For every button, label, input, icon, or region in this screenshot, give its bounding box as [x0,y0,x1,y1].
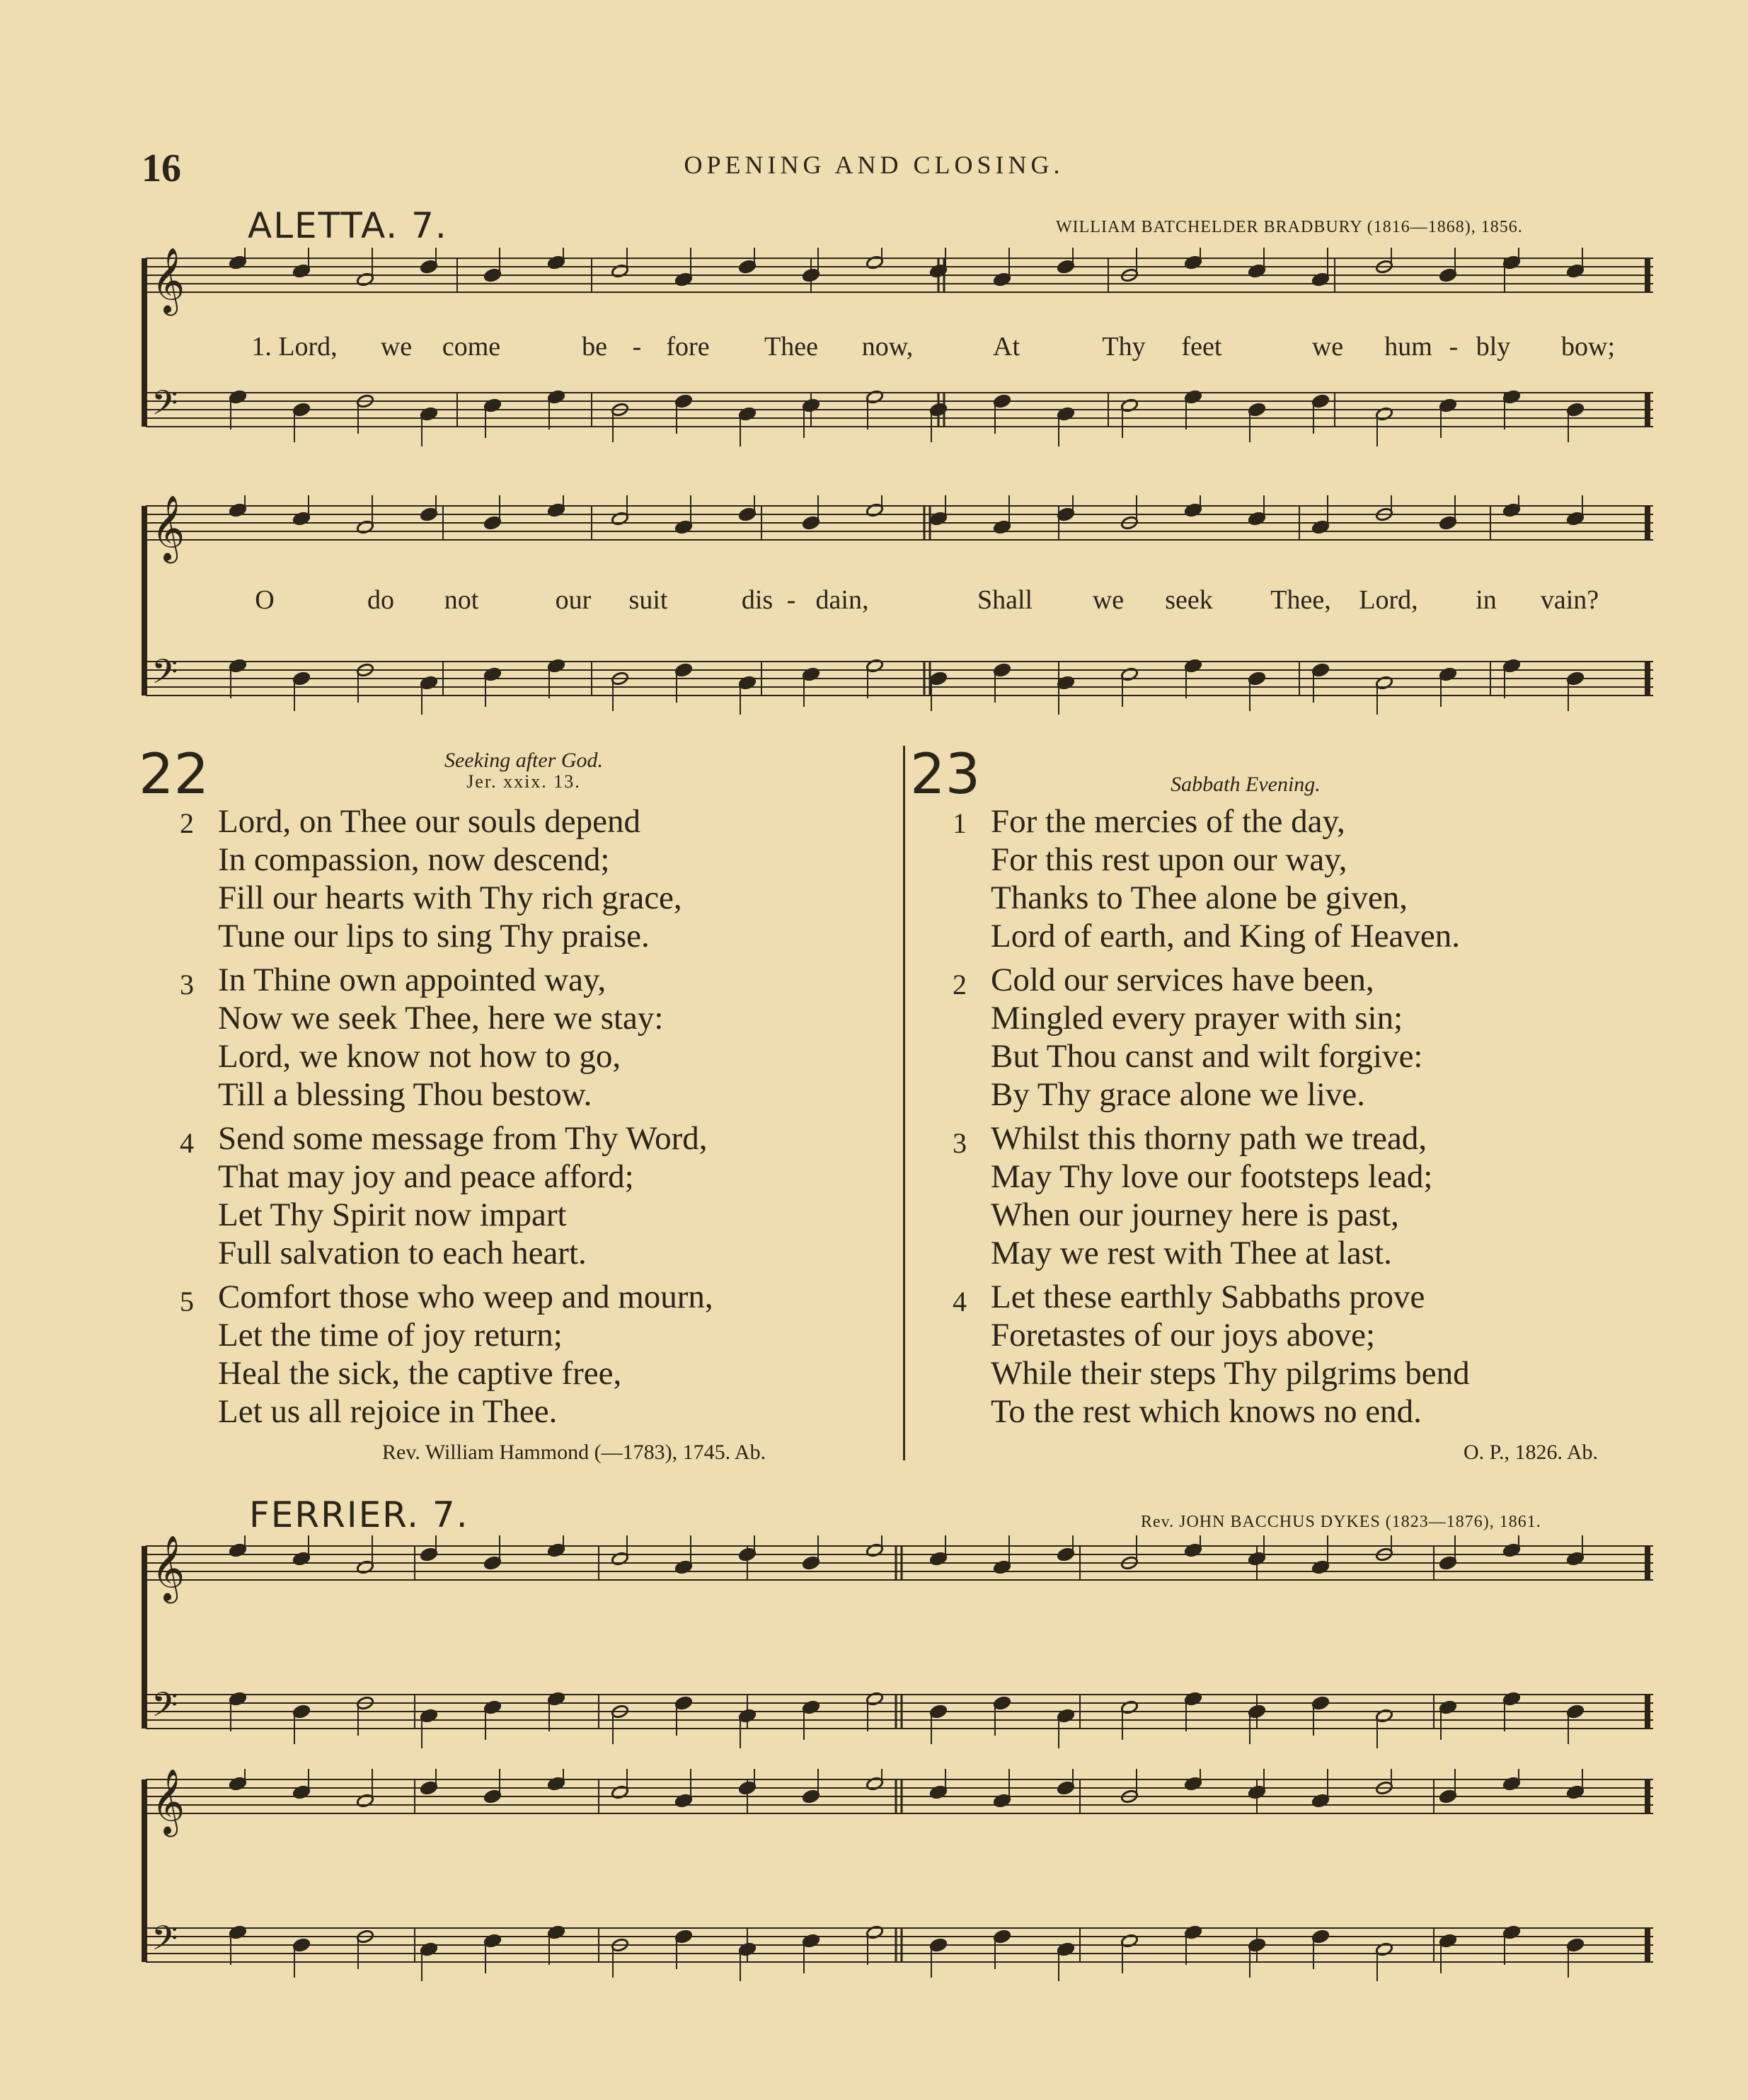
note-head-icon [1502,1925,1520,1940]
note-head-icon [929,1785,947,1800]
stanza-line: In Thine own appointed way, [218,962,606,998]
note-head-icon [611,512,628,526]
note-head-icon [993,1696,1011,1711]
stanza-line: May Thy love our footsteps lead; [991,1158,1433,1195]
note-head-icon [483,1556,501,1571]
lyric-syllable: we [1311,332,1344,362]
stanza-line: While their steps Thy pilgrims bend [991,1355,1470,1392]
stanza-number: 1 [953,807,967,839]
treble-clef-icon: 𝄞 [151,248,185,313]
note-head-icon [356,520,374,535]
stanza-number: 4 [953,1286,967,1317]
note-head-icon [356,1794,374,1808]
stanza-line: Lord, on Thee our souls depend [218,803,640,840]
note-head-icon [292,671,310,686]
lyric-syllable: Thy [1102,332,1146,362]
stanza-line: But Thou canst and wilt forgive: [991,1038,1423,1075]
stanza-line: To the rest which knows no end. [991,1393,1422,1430]
lyric-syllable: dis [741,585,774,615]
note-head-icon [1439,398,1456,413]
lyric-syllable: not [444,585,479,615]
note-head-icon [229,255,246,270]
tune-name-ferrier: FERRIER. 7. [249,1494,469,1535]
stanza-number: 2 [953,969,967,1000]
note-head-icon [993,1794,1011,1808]
lyric-syllable: - [632,332,642,362]
lyric-syllable: Thee, [1270,585,1331,615]
note-head-icon [1566,1938,1584,1953]
tune-name-aletta: ALETTA. 7. [248,205,448,246]
note-head-icon [420,1942,437,1957]
note-head-icon [483,667,501,682]
stanza-line: In compassion, now descend; [218,841,610,878]
note-head-icon [1057,1781,1074,1796]
note-head-icon [738,507,756,522]
stanza-line: Mingled every prayer with sin; [991,1000,1403,1037]
note-head-icon [292,512,310,526]
stanza-line: Full salvation to each heart. [218,1235,587,1271]
stanza-number: 2 [180,807,194,839]
stanza-line: By Thy grace alone we live. [991,1076,1366,1113]
lyric-syllable: do [367,585,394,615]
note-head-icon [738,260,756,275]
final-barline [1645,1546,1650,1580]
stanza-line: Let the time of joy return; [218,1317,563,1354]
lyric-syllable: feet [1181,332,1222,362]
note-head-icon [1566,671,1584,686]
stanza-line: Let Thy Spirit now impart [218,1196,567,1233]
note-head-icon [1439,1934,1456,1949]
note-head-icon [1184,1777,1202,1792]
hymn-scripture-reference: Jer. xxix. 13. [466,771,581,792]
stanza-line: Comfort those who weep and mourn, [218,1279,713,1315]
stanza-line: Thanks to Thee alone be given, [991,879,1408,916]
note-head-icon [738,1781,756,1796]
note-head-icon [292,264,310,279]
note-head-icon [802,1700,820,1715]
note-head-icon [1311,272,1329,287]
stanza-line: Till a blessing Thou bestow. [218,1076,592,1113]
note-head-icon [1375,407,1393,422]
note-head-icon [866,1777,883,1792]
lyric-syllable: come [442,332,501,362]
bass-clef-icon: 𝄢 [151,383,178,431]
note-head-icon [547,503,565,518]
lyric-syllable: O [255,585,275,615]
note-head-icon [738,1942,756,1957]
stanza-line: Whilst this thorny path we tread, [991,1120,1427,1157]
note-head-icon [611,1552,628,1567]
note-head-icon [1566,1704,1584,1719]
lyric-syllable: dain, [815,585,869,615]
note-head-icon [229,1777,246,1792]
note-head-icon [866,390,883,405]
note-head-icon [1439,667,1456,682]
note-head-icon [1311,394,1329,409]
stanza-line: For the mercies of the day, [991,803,1345,840]
note-head-icon [802,516,820,531]
stanza-line: May we rest with Thee at last. [991,1235,1392,1271]
treble-clef-icon: 𝄞 [151,495,185,560]
note-head-icon [1248,1785,1265,1800]
column-divider [903,746,905,1460]
note-head-icon [547,1543,565,1558]
lyric-syllable: Lord, [1359,585,1418,615]
note-head-icon [229,659,246,674]
note-head-icon [1311,1696,1329,1711]
note-head-icon [1502,659,1520,674]
note-head-icon [1120,1934,1138,1949]
note-head-icon [1311,520,1329,535]
note-head-icon [993,394,1011,409]
note-head-icon [993,272,1011,287]
note-head-icon [420,260,437,275]
note-head-icon [802,1934,820,1949]
hymn-number: 23 [910,743,981,807]
note-head-icon [483,268,501,283]
note-head-icon [674,663,692,678]
note-head-icon [483,516,501,531]
lyric-syllable: seek [1165,585,1213,615]
note-head-icon [1184,1925,1202,1940]
hymn-title: Seeking after God. [444,749,604,772]
note-head-icon [674,394,692,409]
lyric-syllable: bly [1476,332,1511,362]
stanza-line: Let us all rejoice in Thee. [218,1393,558,1430]
note-head-icon [1248,1552,1265,1567]
note-head-icon [292,1938,310,1953]
bass-clef-icon: 𝄢 [151,652,178,700]
system-bracket [142,258,147,427]
system-bracket [142,1779,147,1962]
final-barline [1645,506,1650,540]
final-barline [1645,258,1650,292]
note-head-icon [292,1552,310,1567]
note-head-icon [738,1709,756,1724]
note-head-icon [929,512,947,526]
stanza-line: That may joy and peace afford; [218,1158,634,1195]
note-head-icon [229,503,246,518]
final-barline [1645,1779,1650,1813]
hymn-attribution: Rev. William Hammond (—1783), 1745. Ab. [382,1441,766,1464]
lyric-syllable: we [380,332,413,362]
lyric-syllable: be [582,332,607,362]
note-head-icon [1311,663,1329,678]
note-head-icon [1502,390,1520,405]
note-head-icon [1439,1700,1456,1715]
note-head-icon [547,1925,565,1940]
note-head-icon [993,1560,1011,1575]
lyric-syllable: now, [861,332,914,362]
note-head-icon [1566,512,1584,526]
note-head-icon [993,663,1011,678]
note-head-icon [483,1700,501,1715]
note-head-icon [1248,1938,1265,1953]
note-head-icon [674,1696,692,1711]
note-head-icon [483,1934,501,1949]
stanza-line: Tune our lips to sing Thy praise. [218,918,650,954]
note-head-icon [1439,516,1456,531]
bass-clef-icon: 𝄢 [151,1685,178,1733]
note-head-icon [1502,255,1520,270]
note-head-icon [1248,264,1265,279]
stanza-line: Heal the sick, the captive free, [218,1355,622,1392]
stanza-line: Send some message from Thy Word, [218,1120,708,1157]
note-head-icon [229,1692,246,1707]
lyric-syllable: Thee [764,332,818,362]
note-head-icon [1375,1709,1393,1724]
note-head-icon [229,1925,246,1940]
stanza-number: 5 [180,1286,194,1317]
note-head-icon [929,1938,947,1953]
note-head-icon [929,1704,947,1719]
stanza-line: Lord, we know not how to go, [218,1038,621,1075]
lyric-syllable: hum [1384,332,1432,362]
note-head-icon [674,1794,692,1808]
note-head-icon [1566,1552,1584,1567]
note-head-icon [674,520,692,535]
note-head-icon [1566,403,1584,417]
lyric-syllable: - [1449,332,1459,362]
note-head-icon [483,398,501,413]
lyric-syllable: suit [628,585,668,615]
note-head-icon [1057,260,1074,275]
note-head-icon [229,390,246,405]
note-head-icon [1502,1543,1520,1558]
hymn-number: 22 [139,743,209,807]
final-barline [1645,1695,1650,1729]
note-head-icon [1566,264,1584,279]
note-head-icon [1311,1929,1329,1944]
system-bracket [142,506,147,696]
final-barline [1645,662,1650,696]
stanza-line: Foretastes of our joys above; [991,1317,1376,1354]
note-head-icon [356,1560,374,1575]
note-head-icon [420,507,437,522]
final-barline [1645,393,1650,427]
note-head-icon [866,1925,883,1940]
note-head-icon [674,1560,692,1575]
note-head-icon [1057,507,1074,522]
hymn-title: Sabbath Evening. [1171,773,1321,796]
tune-composer-aletta: WILLIAM BATCHELDER BRADBURY (1816—1868), 1856. [1056,218,1523,236]
note-head-icon [802,268,820,283]
note-head-icon [229,1543,246,1558]
note-head-icon [420,1709,437,1724]
note-head-icon [993,1929,1011,1944]
note-head-icon [420,1547,437,1562]
note-head-icon [1248,403,1265,417]
note-head-icon [1057,1942,1074,1957]
note-head-icon [1120,398,1138,413]
note-head-icon [866,1692,883,1707]
note-head-icon [356,272,374,287]
note-head-icon [1184,1543,1202,1558]
note-head-icon [802,667,820,682]
note-head-icon [802,1789,820,1804]
note-head-icon [1057,1709,1074,1724]
note-head-icon [1566,1785,1584,1800]
note-head-icon [993,520,1011,535]
note-head-icon [866,503,883,518]
treble-clef-icon: 𝄞 [151,1535,185,1600]
stanza-line: Lord of earth, and King of Heaven. [991,918,1460,954]
stanza-line: Cold our services have been, [991,962,1374,998]
bass-clef-icon: 𝄢 [151,1918,178,1966]
note-head-icon [866,255,883,270]
stanza-number: 3 [180,969,194,1000]
lyric-syllable: our [555,585,592,615]
note-head-icon [611,1785,628,1800]
note-head-icon [738,1547,756,1562]
note-head-icon [547,659,565,674]
note-head-icon [1439,268,1456,283]
note-head-icon [483,1789,501,1804]
note-head-icon [547,1692,565,1707]
note-head-icon [1502,1692,1520,1707]
note-head-icon [1184,390,1202,405]
note-head-icon [1502,1777,1520,1792]
stanza-line: Now we seek Thee, here we stay: [218,1000,664,1037]
note-head-icon [1057,1547,1074,1562]
lyric-syllable: bow; [1561,332,1615,362]
note-head-icon [420,676,437,691]
note-head-icon [420,1781,437,1796]
note-head-icon [929,671,947,686]
system-bracket [142,1546,147,1729]
running-head: OPENING AND CLOSING. [684,151,1064,179]
note-head-icon [802,398,820,413]
lyric-syllable: 1. Lord, [251,332,338,362]
note-head-icon [1439,1556,1456,1571]
note-head-icon [802,1556,820,1571]
note-head-icon [1375,676,1393,691]
page-number: 16 [142,146,181,190]
note-head-icon [292,1785,310,1800]
note-head-icon [674,272,692,287]
note-head-icon [611,264,628,279]
note-head-icon [929,1552,947,1567]
music-system [139,1535,1660,1755]
note-head-icon [1439,1789,1456,1804]
note-head-icon [738,407,756,422]
note-head-icon [1184,255,1202,270]
stanza-line: Let these earthly Sabbaths prove [991,1279,1425,1315]
stanza-line: When our journey here is past, [991,1196,1399,1233]
note-head-icon [547,255,565,270]
note-head-icon [866,659,883,674]
note-head-icon [1184,659,1202,674]
note-head-icon [738,676,756,691]
stanza-line: Fill our hearts with Thy rich grace, [218,879,682,916]
lyric-syllable: Shall [977,585,1033,615]
note-head-icon [1120,1700,1138,1715]
note-head-icon [547,390,565,405]
note-head-icon [1120,667,1138,682]
stanza-line: For this rest upon our way, [991,841,1347,878]
lyric-syllable: in [1476,585,1497,615]
tune-composer-ferrier: Rev. JOHN BACCHUS DYKES (1823—1876), 1861. [1141,1513,1541,1531]
note-head-icon [1248,512,1265,526]
lyric-syllable: - [786,585,796,615]
lyric-syllable: we [1092,585,1125,615]
treble-clef-icon: 𝄞 [151,1769,185,1834]
stanza-number: 4 [180,1127,194,1159]
note-head-icon [1057,407,1074,422]
note-head-icon [1502,503,1520,518]
note-head-icon [1057,676,1074,691]
note-head-icon [1311,1560,1329,1575]
note-head-icon [1311,1794,1329,1808]
note-head-icon [292,1704,310,1719]
note-head-icon [1248,671,1265,686]
stanza-number: 3 [953,1127,967,1159]
final-barline [1645,1928,1650,1962]
lyric-syllable: At [993,332,1020,362]
hymn-attribution: O. P., 1826. Ab. [1464,1441,1599,1464]
music-system [139,1769,1660,1981]
note-head-icon [1184,503,1202,518]
note-head-icon [674,1929,692,1944]
note-head-icon [1375,1942,1393,1957]
note-head-icon [420,407,437,422]
lyric-syllable: fore [666,332,710,362]
note-head-icon [866,1543,883,1558]
note-head-icon [292,403,310,417]
note-head-icon [547,1777,565,1792]
note-head-icon [1248,1704,1265,1719]
lyric-syllable: vain? [1540,585,1599,615]
note-head-icon [1184,1692,1202,1707]
